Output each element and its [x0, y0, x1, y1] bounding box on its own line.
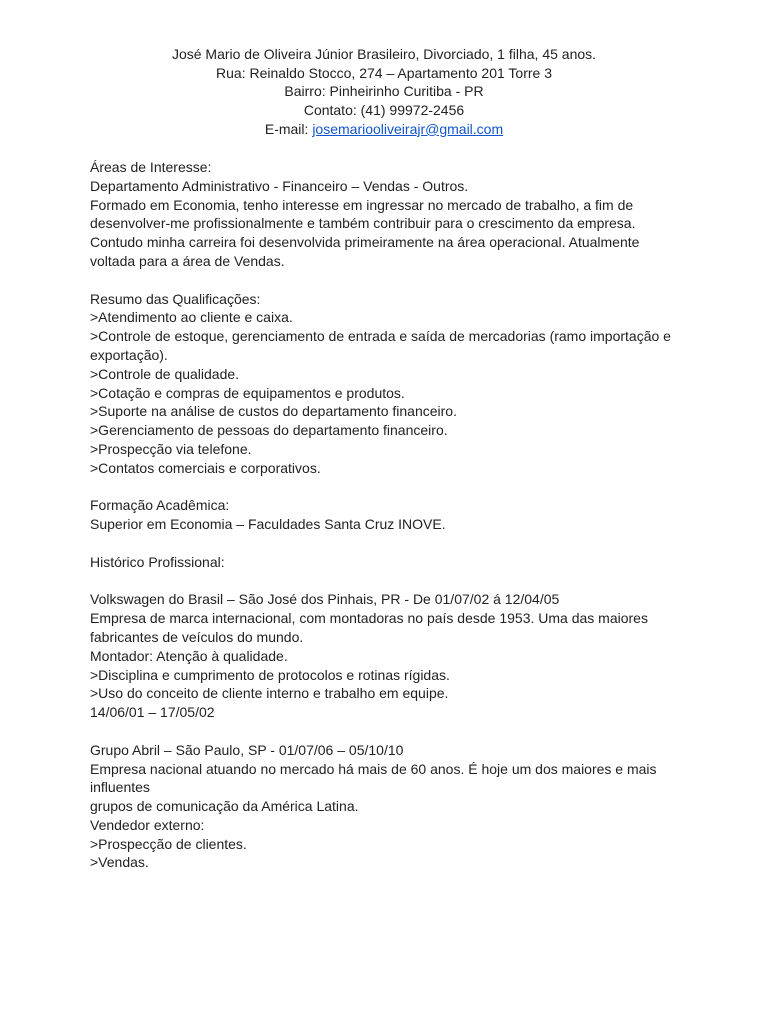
name-line: José Mario de Oliveira Júnior Brasileiro, Divorciado, 1 filha, 45 anos. [171, 46, 597, 62]
job-title-line: Volkswagen do Brasil – São José dos Pinhais, PR - De 01/07/02 á 12/04/05 [90, 591, 560, 608]
qualification-item: >Atendimento ao cliente e caixa. [90, 309, 293, 326]
qualification-item: >Cotação e compras de equipamentos e produtos. [90, 384, 405, 401]
qualification-item: >Contatos comerciais e corporativos. [90, 459, 321, 476]
job-duty-item: >Vendas. [90, 854, 149, 871]
interests-line: voltada para a área de Vendas. [90, 252, 285, 269]
education-heading: Formação Acadêmica: [90, 497, 230, 514]
spacer [90, 572, 690, 591]
email-label: E-mail: [264, 120, 313, 137]
interests-line: Departamento Administrativo - Financeiro – Vendas - Outros. [90, 177, 469, 194]
job-description-line: Empresa de marca internacional, com montadoras no país desde 1953. Uma das maiores [90, 610, 648, 627]
qualification-item: >Controle de qualidade. [90, 365, 240, 382]
resume-header [0, 45, 768, 138]
qualification-item: exportação). [90, 346, 168, 363]
education-section [90, 496, 690, 534]
job-description-line: influentes [90, 779, 150, 796]
street-line: Rua: Reinaldo Stocco, 274 – Apartamento 201 Torre 3 [216, 64, 552, 81]
email-link[interactable]: josemariooliveirajr@gmail.com [312, 120, 504, 137]
contact-line: Contato: (41) 99972-2456 [303, 102, 465, 119]
job-role-line: Montador: Atenção à qualidade. [90, 647, 288, 664]
spacer [90, 722, 690, 741]
district-line: Bairro: Pinheirinho Curitiba - PR [284, 83, 484, 100]
job-duty-item: >Prospecção de clientes. [90, 835, 247, 852]
job-entry-grupo-abril [90, 741, 690, 873]
job-description-line: Empresa nacional atuando no mercado há mais de 60 anos. É hoje um dos maiores e mais [90, 760, 657, 777]
job-role-line: Vendedor externo: [90, 816, 205, 833]
job-title-line: Grupo Abril – São Paulo, SP - 01/07/06 – 05/10/10 [90, 741, 404, 758]
job-duty-item: >Uso do conceito de cliente interno e trabalho em equipe. [90, 685, 449, 702]
education-item: Superior em Economia – Faculdades Santa Cruz INOVE. [90, 516, 446, 533]
job-entry-volkswagen [90, 590, 690, 722]
history-section [90, 553, 690, 873]
job-duty-item: >Disciplina e cumprimento de protocolos e rotinas rígidas. [90, 666, 450, 683]
spacer [90, 271, 690, 290]
job-description-line: grupos de comunicação da América Latina. [90, 798, 359, 815]
interests-line: Contudo minha carreira foi desenvolvida primeiramente na área operacional. Atualmente [90, 234, 640, 251]
qualification-item: >Gerenciamento de pessoas do departamento financeiro. [90, 422, 448, 439]
interests-line: Formado em Economia, tenho interesse em ingressar no mercado de trabalho, a fim de [90, 196, 634, 213]
qualification-item: >Suporte na análise de custos do departamento financeiro. [90, 403, 457, 420]
job-description-line: fabricantes de veículos do mundo. [90, 628, 304, 645]
interests-heading: Áreas de Interesse: [90, 159, 212, 175]
spacer [90, 534, 690, 553]
email-line [0, 120, 768, 139]
history-heading: Histórico Profissional: [90, 553, 225, 570]
qualifications-heading: Resumo das Qualificações: [90, 290, 261, 307]
qualification-item: >Controle de estoque, gerenciamento de entrada e saída de mercadorias (ramo importação e [90, 328, 671, 345]
qualification-item: >Prospecção via telefone. [90, 440, 252, 457]
job-period-line: 14/06/01 – 17/05/02 [90, 704, 215, 721]
qualifications-section [90, 290, 690, 478]
interests-line: desenvolver-me profissionalmente e também contribuir para o crescimento da empresa. [90, 215, 636, 232]
interests-section [90, 158, 690, 271]
spacer [90, 478, 690, 497]
resume-body [90, 158, 690, 872]
